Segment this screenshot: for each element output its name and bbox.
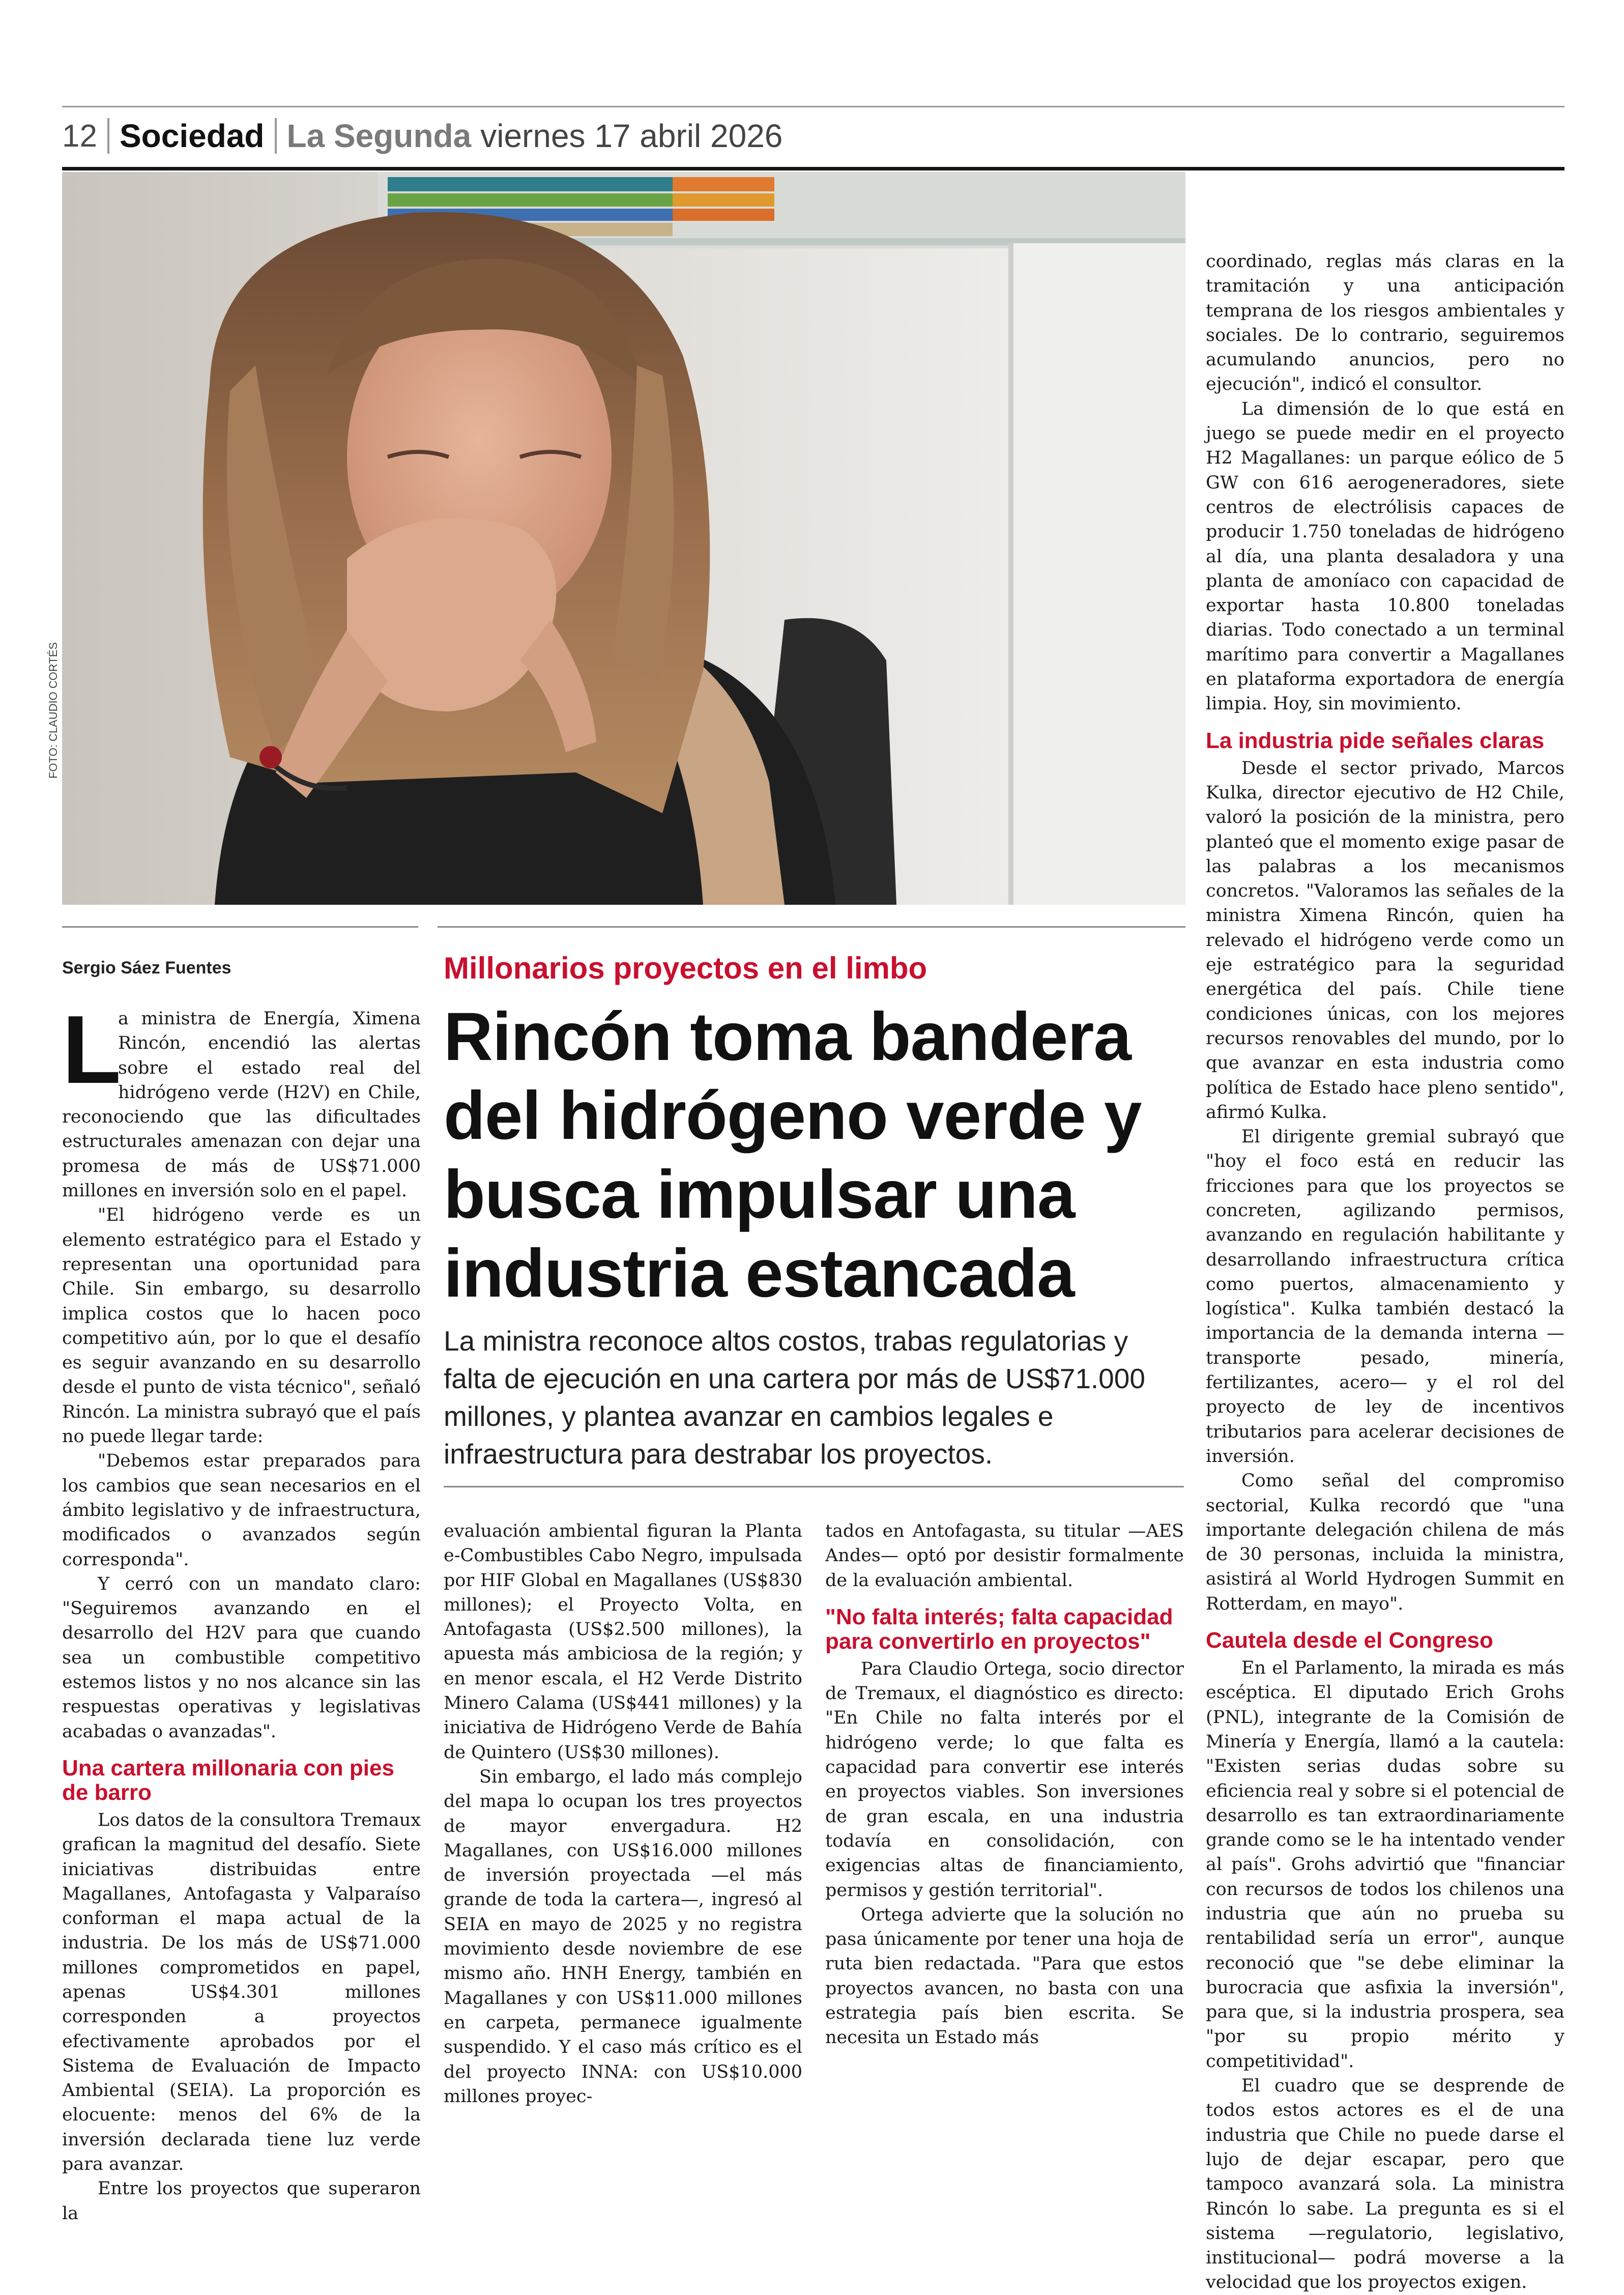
- page-number: 12: [62, 118, 97, 154]
- masthead-divider: [107, 118, 109, 154]
- body-paragraph: Sin embargo, el lado más complejo del mapa lo ocupan los tres proyectos de mayor envergadura. H2 Magallanes, con US$16.000 millones de inversión proyectada —el más grande de toda la cartera—, ingresó al SEIA en mayo de 2025 y no registra movimiento desde noviembre de ese mismo año. HNH Energy, también en Magallanes y con US$11.000 millones en carpeta, permanece igualmente suspendido. Y el caso más crítico es el del proyecto INNA: con US$10.000 millones proyec-: [444, 1766, 802, 2107]
- top-rule: [62, 106, 1564, 107]
- newspaper-brand: La Segunda: [286, 118, 472, 154]
- lead-paragraph: [62, 996, 421, 1203]
- body-paragraph: En el Parlamento, la mirada es más escéptica. El diputado Erich Grohs (PNL), integrante de la Comisión de Minería y Energía, llamó a la cautela: "Existen serias dudas sobre su eficiencia real y sobre si el potencial de desarrollo es tan extraordinariamente grande como se le ha intentado vender al país". Grohs advirtió que "financiar con recursos de todos los chilenos una industria que aún no prueba su rentabilidad sería un error", aunque reconoció que "se debe eliminar la burocracia que asfixia la inversión", para que, si la industria prospera, sea "por su propio mérito y competitividad".: [1206, 1658, 1564, 2072]
- drop-cap: L: [62, 996, 122, 1104]
- body-paragraph: tados en Antofagasta, su titular —AES Andes— optó por desistir formalmente de la evaluación ambiental.: [825, 1521, 1184, 1591]
- body-paragraph: "Debemos estar preparados para los cambios que sean necesarios en el ámbito legislativo y de infraestructura, modificados o avanzados según corresponda".: [62, 1451, 421, 1570]
- body-paragraph: Desde el sector privado, Marcos Kulka, director ejecutivo de H2 Chile, valoró la posición de la ministra, pero planteó que el momento exige pasar de las palabras a los mecanismos concretos. "Valoramos las señales de la ministra Ximena Rincón, quien ha relevado el hidrógeno verde como un eje estratégico para la seguridad energética del país. Chile tiene condiciones únicas, con los mejores recursos renovables del mundo, por lo que avanzar en esta industria como política de Estado hace pleno sentido", afirmó Kulka.: [1206, 758, 1564, 1123]
- body-column-1: [62, 996, 421, 2224]
- photo-bottom-rule: [438, 926, 1185, 928]
- body-paragraph: La dimensión de lo que está en juego se puede medir en el proyecto H2 Magallanes: un parque eólico de 5 GW con 616 aerogeneradores, siete centros de electrólisis capaces de producir 1.750 toneladas de hidrógeno al día, una planta desaladora y una planta de amoníaco con capacidad de exportar hasta 10.800 toneladas diarias. Todo conectado a un terminal marítimo para convertir a Magallanes en plataforma exportadora de energía limpia. Hoy, sin movimiento.: [1206, 398, 1564, 714]
- headline: Rincón toma bandera del hidrógeno verde y busca impulsar una industria estancada: [444, 999, 1142, 1311]
- body-paragraph: evaluación ambiental figuran la Planta e-Combustibles Cabo Negro, impulsada por HIF Global en Magallanes (US$830 millones); el Proyecto Volta, en Antofagasta (US$2.500 millones), la apuesta más ambiciosa de la región; y en menor escala, el H2 Verde Distrito Minero Calama (US$441 millones) y la iniciativa de Hidrógeno Verde de Bahía de Quintero (US$30 millones).: [444, 1521, 802, 1763]
- byline: Sergio Sáez Fuentes: [62, 958, 231, 978]
- photo-credit: FOTO: CLAUDIO CORTÉS: [47, 642, 60, 779]
- lead-text: a ministra de Energía, Ximena Rincón, encendió las alertas sobre el estado real del hidrógeno verde (H2V) en Chile, reconociendo que las dificultades estructurales amenazan con dejar una promesa de más de US$71.000 millones en inversión solo en el papel.: [62, 1009, 421, 1201]
- body-paragraph: Y cerró con un mandato claro: "Seguiremos avanzando en el desarrollo del H2V para que cuando sea un combustible competitivo estemos listos y no nos alcance sin las respuestas operativas y legislativas acabadas o avanzadas".: [62, 1573, 421, 1742]
- masthead-divider: [275, 118, 277, 154]
- column-rule: [62, 926, 418, 928]
- header-rule: [62, 167, 1564, 170]
- subheading: "No falta interés; falta capacidad para convertirlo en proyectos": [825, 1604, 1173, 1654]
- body-column-3: [825, 1519, 1184, 2089]
- deck: La ministra reconoce altos costos, trabas regulatorias y falta de ejecución en una cartera por más de US$71.000 millones, y plantea avanzar en cambios legales e infraestructura para destrabar los proyectos.: [444, 1325, 1145, 1470]
- body-column-2: [444, 1519, 802, 2107]
- body-paragraph: El dirigente gremial subrayó que "hoy el foco está en reducir las fricciones para que los proyectos se concreten, agilizando permisos, avanzando en regulación habilitante y desarrollando infraestructura crítica como puertos, almacenamiento y logística". Kulka también destacó la importancia de la demanda interna —transporte pesado, minería, fertilizantes, acero— y el rol del proyecto de ley de incentivos tributarios para acelerar decisiones de inversión.: [1206, 1127, 1564, 1467]
- deck-rule: [444, 1486, 1184, 1487]
- issue-date: viernes 17 abril 2026: [480, 118, 783, 154]
- body-paragraph: Como señal del compromiso sectorial, Kulka recordó que "una importante delegación chilena de más de 30 personas, incluida la ministra, asistirá al World Hydrogen Summit en Rotterdam, en mayo".: [1206, 1471, 1564, 1614]
- body-paragraph: Entre los proyectos que superaron la: [62, 2178, 421, 2224]
- subheading: La industria pide señales claras: [1206, 728, 1545, 753]
- body-paragraph: coordinado, reglas más claras en la tramitación y una anticipación temprana de los riesgos ambientales y sociales. De lo contrario, seguiremos acumulando anuncios, pero no ejecución", indicó el consultor.: [1206, 251, 1564, 395]
- masthead: [62, 113, 782, 159]
- body-paragraph: Ortega advierte que la solución no pasa únicamente por tener una hoja de ruta bien redactada. "Para que estos proyectos avancen, no basta con una estrategia país bien escrita. Se necesita un Estado más: [825, 1904, 1184, 2048]
- subheading: Cautela desde el Congreso: [1206, 1628, 1493, 1653]
- body-paragraph: El cuadro que se desprende de todos estos actores es el de una industria que Chile no puede darse el lujo de dejar escapar, pero que tampoco avanzará sola. La ministra Rincón lo sabe. La pregunta es si el sistema —regulatorio, legislativo, institucional— podrá moverse a la velocidad que los proyectos exigen.: [1206, 2076, 1564, 2293]
- body-column-4: [1206, 249, 1564, 2293]
- minister-portrait-image: [62, 172, 1185, 905]
- subheading: Una cartera millonaria con pies de barro: [62, 1755, 394, 1805]
- kicker: Millonarios proyectos en el limbo: [444, 951, 927, 985]
- body-paragraph: "El hidrógeno verde es un elemento estratégico para el Estado y representan una oportunidad para Chile. Sin embargo, su desarrollo implica costos que lo hacen poco competitivo aún, por lo que el desafío es seguir avanzando en su desarrollo desde el punto de vista técnico", señaló Rincón. La ministra subrayó que el país no puede llegar tarde:: [62, 1205, 421, 1447]
- article-photo: [62, 172, 1185, 905]
- body-paragraph: Para Claudio Ortega, socio director de Tremaux, el diagnóstico es directo: "En Chile no falta interés por el hidrógeno verde; lo que falta es capacidad para convertir ese interés en proyectos viables. Son inversiones de gran escala, en una industria todavía en consolidación, con exigencias altas de financiamiento, permisos y gestión territorial".: [825, 1658, 1184, 1901]
- section-name: Sociedad: [119, 118, 265, 154]
- body-paragraph: Los datos de la consultora Tremaux grafican la magnitud del desafío. Siete iniciativas distribuidas entre Magallanes, Antofagasta y Valparaíso conforman el mapa actual de la industria. De los más de US$71.000 millones comprometidos en papel, apenas US$4.301 millones corresponden a proyectos efectivamente aprobados por el Sistema de Evaluación de Impacto Ambiental (SEIA). La proporción es elocuente: menos del 6% de la inversión declarada tiene luz verde para avanzar.: [62, 1810, 421, 2175]
